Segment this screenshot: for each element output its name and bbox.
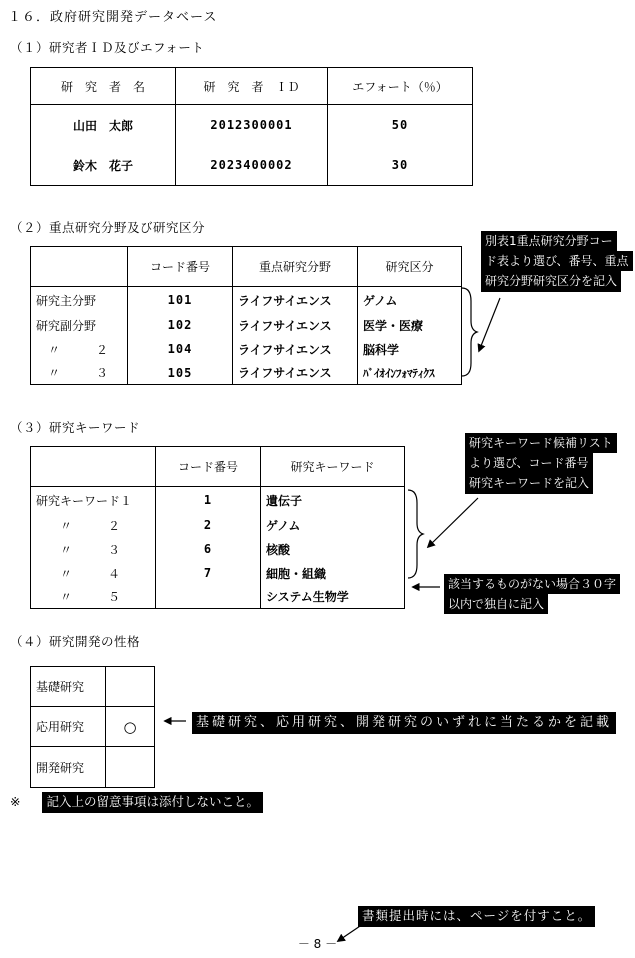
category-name: 医学・医療	[363, 318, 424, 333]
priority-field-table	[30, 246, 462, 385]
row-label: 〃 ２	[31, 337, 128, 361]
section4-heading: （４）研究開発の性格	[10, 634, 141, 649]
field-name: ライフサイエンス	[233, 287, 358, 313]
field-name: ライフサイエンス	[233, 337, 358, 361]
nature-value	[106, 667, 154, 707]
section2-heading: （２）重点研究分野及び研究区分	[10, 220, 206, 235]
research-nature-table	[30, 666, 155, 788]
keyword-table	[30, 446, 405, 609]
table2-header-category: 研究区分	[358, 247, 461, 287]
category-name: ﾊﾞｲｵｲﾝﾌｫﾏﾃｨｸｽ	[363, 366, 435, 380]
keyword-code	[156, 585, 261, 608]
field-code: 101	[128, 287, 233, 313]
table3-header-code: コード番号	[156, 447, 261, 487]
keyword-name: 細胞・組織	[266, 566, 327, 581]
table3-header-keyword: 研究キーワード	[261, 447, 404, 487]
note-line: ド表より選び、番号、重点	[481, 251, 633, 271]
no-attach-note	[10, 792, 263, 813]
category-name: 脳科学	[363, 342, 400, 357]
note-marker: ※	[10, 794, 21, 809]
keyword-code: 7	[156, 561, 261, 585]
keyword-name: 核酸	[266, 542, 291, 557]
row-label: 研究主分野	[31, 287, 128, 313]
page-number-note: 書類提出時には、ページを付すこと。	[358, 906, 595, 927]
keyword-name: システム生物学	[266, 590, 349, 604]
note-line: 研究キーワードを記入	[465, 473, 593, 493]
nature-note: 基礎研究、応用研究、開発研究のいずれに当たるかを記載	[192, 712, 616, 734]
table2-header-blank	[31, 247, 128, 287]
row-label: 〃 ４	[31, 561, 156, 585]
nature-value-selected: ○	[106, 707, 154, 747]
keyword-code: 2	[156, 513, 261, 537]
keyword-name: 遺伝子	[266, 493, 303, 508]
field-code: 102	[128, 313, 233, 337]
field-name: ライフサイエンス	[233, 361, 358, 384]
table2-header-code: コード番号	[128, 247, 233, 287]
note-line: 該当するものがない場合３０字	[444, 574, 620, 594]
table1-header-name: 研 究 者 名	[31, 68, 176, 105]
field-code-note	[481, 231, 633, 292]
document-title: １６．政府研究開発データベース	[8, 10, 218, 25]
nature-label: 開発研究	[31, 747, 106, 787]
row-label: 研究副分野	[31, 313, 128, 337]
table1-header-id: 研 究 者 ＩＤ	[176, 68, 328, 105]
nature-label: 基礎研究	[31, 667, 106, 707]
keyword-code: 1	[156, 487, 261, 513]
keyword-note	[465, 433, 617, 494]
table1-header-effort: エフォート（％）	[328, 68, 472, 105]
keyword-code: 6	[156, 537, 261, 561]
row-label: 研究キーワード１	[31, 487, 156, 513]
row-label: 〃 ２	[31, 513, 156, 537]
table3-header-blank	[31, 447, 156, 487]
field-code: 105	[128, 361, 233, 384]
note-line: 研究分野研究区分を記入	[481, 271, 621, 291]
row-label: 〃 ５	[31, 585, 156, 608]
no-attach-note-text: 記入上の留意事項は添付しないこと。	[42, 792, 263, 813]
researcher-effort-table	[30, 67, 473, 186]
nature-label: 応用研究	[31, 707, 106, 747]
effort-value: 50	[391, 118, 409, 132]
row-label: 〃 ３	[31, 537, 156, 561]
researcher-id: 2012300001	[176, 105, 328, 145]
page-number: － 8 －	[297, 937, 338, 951]
table2-header-field: 重点研究分野	[233, 247, 358, 287]
arrow-to-nature-table-icon	[158, 714, 188, 728]
free-entry-note	[444, 574, 620, 614]
note-line: 研究キーワード候補リスト	[465, 433, 617, 453]
note-line: より選び、コード番号	[465, 453, 593, 473]
section1-heading: （１）研究者ＩＤ及びエフォート	[10, 40, 205, 55]
researcher-id: 2023400002	[176, 145, 328, 185]
note-line: 別表1重点研究分野コー	[481, 231, 617, 251]
note-line: 以内で独自に記入	[444, 594, 548, 614]
arrow-to-keywords-icon	[418, 494, 484, 556]
field-code: 104	[128, 337, 233, 361]
nature-value	[106, 747, 154, 787]
row-label: 〃 ３	[31, 361, 128, 384]
researcher-name: 山田 太郎	[31, 105, 176, 145]
section3-heading: （３）研究キーワード	[10, 420, 141, 435]
arrow-to-last-keyword-icon	[406, 580, 442, 594]
keyword-name: ゲノム	[266, 518, 301, 533]
effort-value: 30	[391, 158, 409, 172]
researcher-name: 鈴木 花子	[31, 145, 176, 185]
arrow-to-fields-icon	[468, 295, 508, 361]
category-name: ゲノム	[363, 293, 398, 308]
field-name: ライフサイエンス	[233, 313, 358, 337]
